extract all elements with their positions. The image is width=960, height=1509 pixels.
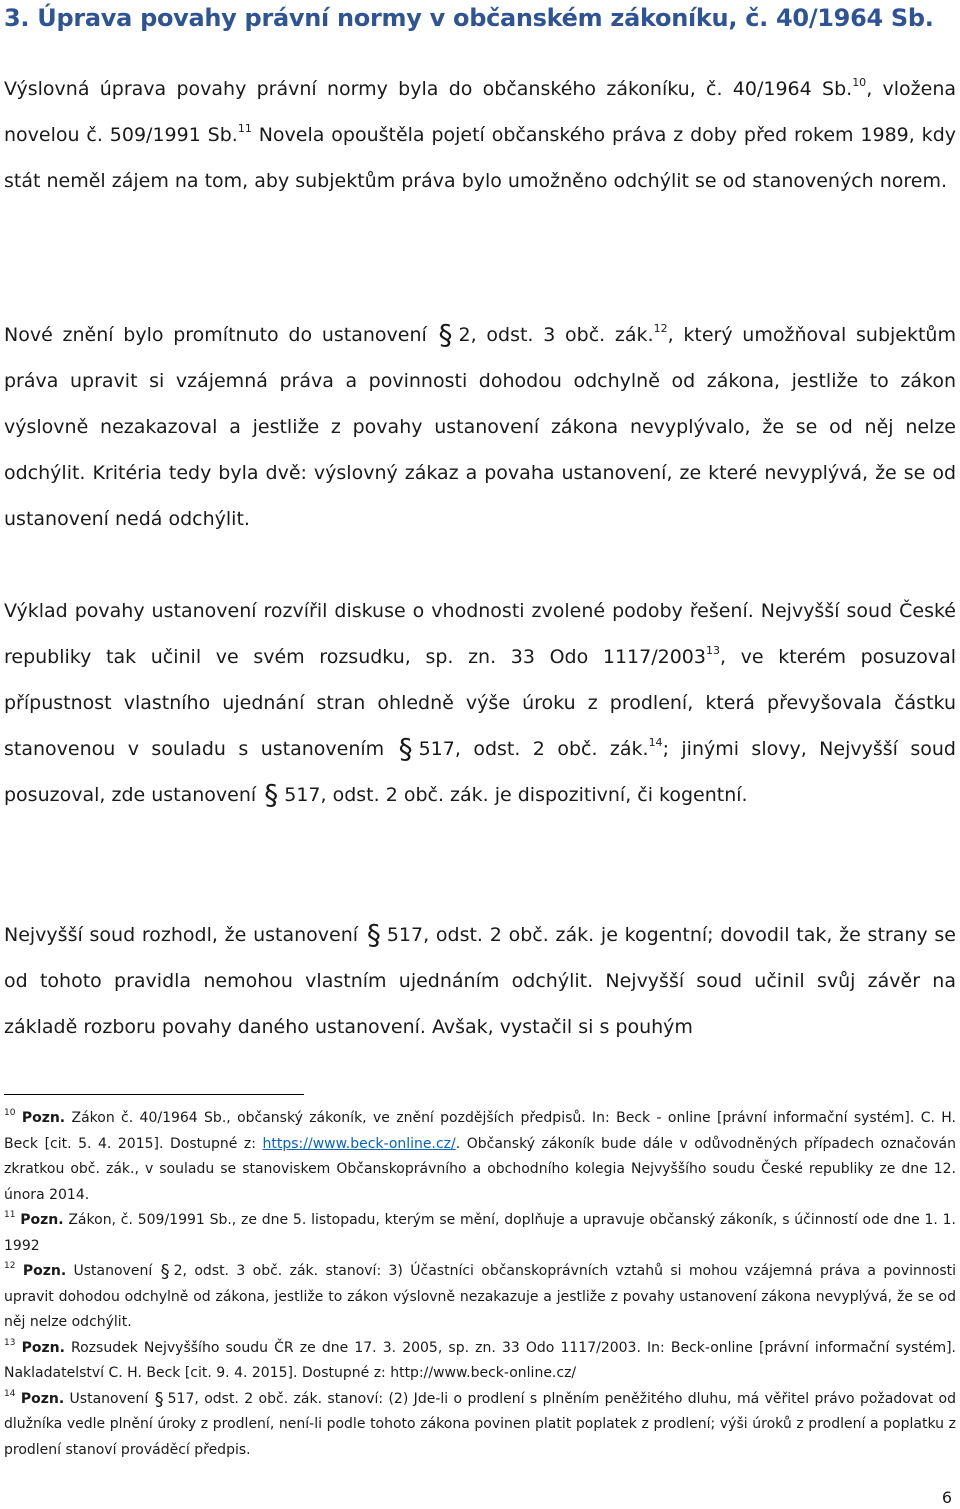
page-number: 6 [941, 1488, 952, 1507]
footnote-14: $^{14}$ Pozn. Ustanovení § 517, odst. 2 obč. zák. stanoví: (2) Jde-li o prodlení s plněním peněžitého dluhu, má věřitel právo požadovat od dlužníka vedle plnění úroky z prodlení, není-li podle tohoto zákona povinen platit poplatek z prodlení; výši úroků z prodlení a poplatku z prodlení stanoví prováděcí předpis. [4, 1388, 956, 1458]
footnote-12: $^{12}$ Pozn. Ustanovení § 2, odst. 3 obč. zák. stanoví: 3) Účastníci občanskoprávních vztahů si mohou vzájemná práva a povinnosti upravit dohodou odchylně od zákona, jestliže to zákon výslovně nezakazuje a jestliže z povahy ustanovení zákona nevyplývá, že se od něj nelze odchýlit. [4, 1261, 956, 1330]
footnote-ref-12[interactable]: 12 [653, 322, 668, 335]
footnote-11: $^{11}$ Pozn. Zákon, č. 509/1991 Sb., ze dne 5. listopadu, kterým se mění, doplňuje a upravuje občanský zákoník, s účinností ode dne 1. 1. 1992 [4, 1210, 957, 1254]
footnote-separator [4, 1094, 304, 1095]
footnote-ref-14[interactable]: 14 [648, 736, 663, 749]
footnotes [4, 1106, 956, 1463]
section-heading: 3. Úprava povahy právní normy v občanském zákoníku, č. 40/1964 Sb. [4, 4, 934, 32]
paragraph-3: Výklad povahy ustanovení rozvířil diskuse o vhodnosti zvolené podoby řešení. Nejvyšší soud České republiky tak učinil ve svém rozsudku, sp. zn. 33 Odo 1117/2003$^{13}$, ve kterém posuzoval přípustnost vlastního ujednání stran ohledně výše úroku z prodlení, která převyšovala částku stanovenou v souladu s ustanovením § 517, odst. 2 obč. zák.$^{14}$; jinými slovy, Nejvyšší soud posuzoval, zde ustanovení § 517, odst. 2 obč. zák. je dispozitivní, či kogentní. [4, 600, 956, 811]
footnote-10: $^{10}$ Pozn. Zákon č. 40/1964 Sb., občanský zákoník, ve znění pozdějších předpisů. In: Beck - online [právní informační systém]. C. H. Beck [cit. 5. 4. 2015]. Dostupné z: https://www.beck-online.cz/. Občanský zákoník bude dále v odůvodněných případech označován zkratkou obč. zák., v souladu se stanoviskem Občanskoprávního a obchodního kolegia Nejvyššího soudu České republiky ze dne 12. února 2014. [4, 1108, 956, 1203]
paragraph-1: Výslovná úprava povahy právní normy byla do občanského zákoníku, č. 40/1964 Sb.$^{10}$, vložena novelou č. 509/1991 Sb.$^{11}$ Novela opouštěla pojetí občanského práva z doby před rokem 1989, kdy stát neměl zájem na tom, aby subjektům práva bylo umožněno odchýlit se od stanovených norem. [4, 76, 957, 192]
footnote-ref-11[interactable]: 11 [237, 122, 252, 135]
paragraph-2: Nové znění bylo promítnuto do ustanovení § 2, odst. 3 obč. zák.$^{12}$, který umožňoval subjektům práva upravit si vzájemná práva a povinnosti dohodou odchylně od zákona, jestliže to zákon výslovně nezakazoval a jestliže z povahy ustanovení zákona nevyplývalo, že se od něj nelze odchýlit. Kritéria tedy byla dvě: výslovný zákaz a povaha ustanovení, ze které nevyplývá, že se od ustanovení nedá odchýlit. [4, 318, 956, 530]
footnote-13: $^{13}$ Pozn. Rozsudek Nejvyššího soudu ČR ze dne 17. 3. 2005, sp. zn. 33 Odo 1117/2003. In: Beck-online [právní informační systém]. Nakladatelství C. H. Beck [cit. 9. 4. 2015]. Dostupné z: http://www.beck-online.cz/ [4, 1337, 956, 1381]
footnote-ref-13[interactable]: 13 [705, 644, 720, 657]
paragraph-4: Nejvyšší soud rozhodl, že ustanovení § 517, odst. 2 obč. zák. je kogentní; dovodil tak, že strany se od tohoto pravidla nemohou vlastním ujednáním odchýlit. Nejvyšší soud učinil svůj závěr na základě rozboru povahy daného ustanovení. Avšak, vystačil si s pouhým [4, 918, 956, 1038]
beck-online-link[interactable]: https://www.beck-online.cz/ [262, 1135, 456, 1152]
footnote-ref-10[interactable]: 10 [852, 76, 867, 89]
